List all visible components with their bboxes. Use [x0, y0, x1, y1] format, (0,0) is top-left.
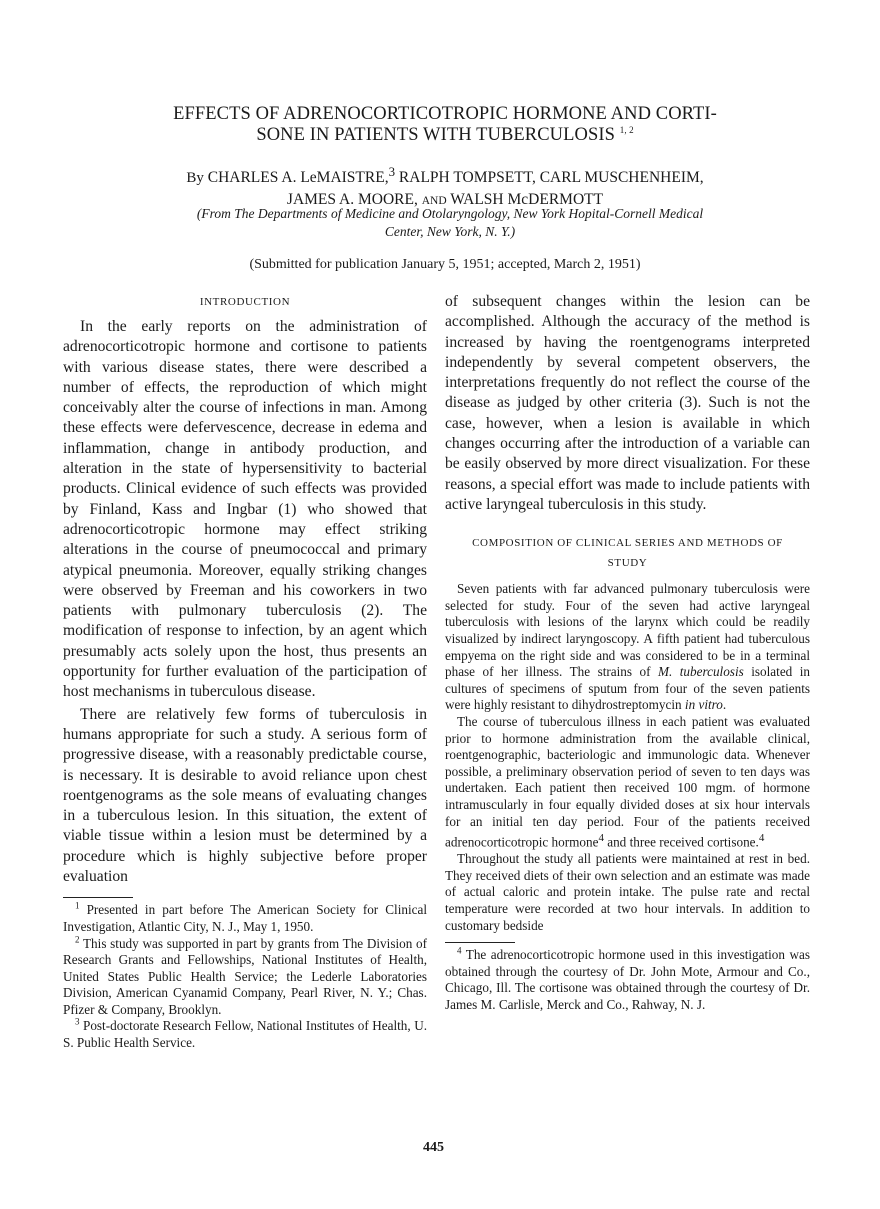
footnote-1: $^1$ Presented in part before The American Society for Clinical Investigation, Atlantic City, N. J., May 1, 1950.	[63, 900, 428, 934]
right-column	[445, 292, 810, 1014]
footnote-2: $^2$ This study was supported in part by grants from The Division of Research Grants and Fellowships, National Institutes of Health, United States Public Health Service; the Lederle Laboratories Division, American Cyanamid Company, Pearl River, N. Y.; Chas. Pfizer & Company, Brooklyn.	[63, 934, 428, 1017]
title-line-1: EFFECTS OF ADRENOCORTICOTROPIC HORMONE AND CORTI-	[173, 104, 717, 124]
footnote-3: $^3$ Post-doctorate Research Fellow, National Institutes of Health, U. S. Public Health Service.	[63, 1017, 428, 1051]
authors-line-1: RALPH TOMPSETT, CARL MUSCHENHEIM,	[398, 169, 704, 187]
section-heading-introduction: INTRODUCTION	[199, 296, 291, 308]
methods-paragraph-1: Seven patients with far advanced pulmonary tuberculosis were selected for study. Four of the seven had active laryngeal tuberculosis with lesions of the larynx which could be readily visualized by indirect laryngoscopy. A fifth patient had tuberculous empyema on the right side and was considered to be in a terminal phase of her illness. The strains of M. tuberculosis isolated in cultures of specimens of sputum from four of the seven patients were highly resistant to dihydrostreptomycin in vitro.	[445, 581, 811, 713]
by-label: By	[186, 170, 204, 187]
title-line-2: SONE IN PATIENTS WITH TUBERCULOSIS	[256, 125, 616, 145]
methods-paragraph-3: Throughout the study all patients were maintained at rest in bed. They received diets of their own selection and an estimate was made of actual caloric and protein intake. The pulse rate and rectal temperature were recorded at two hour intervals. In addition to customary bedside	[445, 851, 810, 933]
affiliation	[110, 205, 790, 241]
footnote-4: $^4$ The adrenocorticotropic hormone used in this investigation was obtained through the courtesy of Dr. John Mote, Armour and Co., Chicago, Ill. The cortisone was obtained through the courtesy of Dr. James M. Carlisle, Merck and Co., Rahway, N. J.	[445, 945, 810, 1012]
article-title	[100, 104, 790, 146]
and-label: AND	[421, 195, 447, 208]
page-number: 445	[423, 1140, 444, 1155]
section-heading-methods: COMPOSITION OF CLINICAL SERIES AND METHODS OF STUDY	[472, 537, 783, 570]
affiliation-line-1: (From The Departments of Medicine and Otolaryngology, New York Hopital-Cornell Medical	[196, 206, 704, 221]
intro-continuation: of subsequent changes within the lesion can be accomplished. Although the accuracy of the method is increased by having the roentgenograms interpreted independently by several competent observers, the interpretations frequently do not reflect the course of the disease as judged by other criteria (3). Such is not the case, however, when a lesion is available in which changes occurring after the introduction of a variable can be easily observed by more direct visualization. For these reasons, a special effort was made to include patients with active laryngeal tuberculosis in this study.	[445, 293, 810, 513]
title-footnote-marks: 1, 2	[619, 124, 634, 135]
author-lemaistre: CHARLES A. LeMAISTRE,	[207, 169, 389, 187]
intro-paragraph-2: There are relatively few forms of tuberculosis in humans appropriate for such a study. A serious form of progressive disease, with a reasonably predictable course, is necessary. It is desirable to avoid reliance upon chest roentgenograms as the sole means of evaluating changes in a tuberculous lesion. In this situation, the extent of viable tissue within a lesion must be determined by a procedure which is highly subjective before proper evaluation	[63, 705, 427, 886]
author-footnote-mark: 3	[388, 164, 396, 179]
affiliation-line-2: Center, New York, N. Y.)	[384, 224, 516, 239]
submission-dates: (Submitted for publication January 5, 1951; accepted, March 2, 1951)	[249, 257, 641, 272]
methods-paragraph-2: The course of tuberculous illness in each patient was evaluated prior to hormone administration from the available clinical, roentgenographic, bacteriologic and immunologic data. Whenever possible, a preliminary observation period of seven to ten days was undertaken. Each patient then received 100 mgm. of hormone intramuscularly in four equally divided doses at six hour intervals for an initial ten day period. Four of the patients received adrenocorticotropic hormone$^4$ and three received cortisone.$^4$	[445, 714, 810, 850]
footnote-divider	[63, 897, 133, 898]
left-column	[63, 296, 427, 1052]
author-moore: JAMES A. MOORE,	[286, 191, 418, 209]
footnote-divider-right	[445, 942, 515, 943]
author-mcdermott: WALSH McDERMOTT	[450, 191, 604, 209]
intro-paragraph-1: In the early reports on the administration of adrenocorticotropic hormone and cortisone to patients with various disease states, there were described a number of effects, the reproduction of which might conceivably alter the course of infections in man. Among these effects were defervescence, decrease in edema and inflammation, change in antibody production, and alteration in the state of hypersensitivity to bacterial products. Clinical evidence of such effects was provided by Finland, Kass and Ingbar (1) who showed that adrenocorticotropic hormone may effect striking alterations in the course of pneumococcal and primary atypical pneumonia. Moreover, equally striking changes were observed by Freeman and his coworkers in two patients with pulmonary tuberculosis (2). The modification of response to infection, by an agent which presumably acts solely upon the host, thus presents an opportunity for further evaluation of the participation of host mechanisms in tuberculous disease.	[63, 318, 427, 701]
